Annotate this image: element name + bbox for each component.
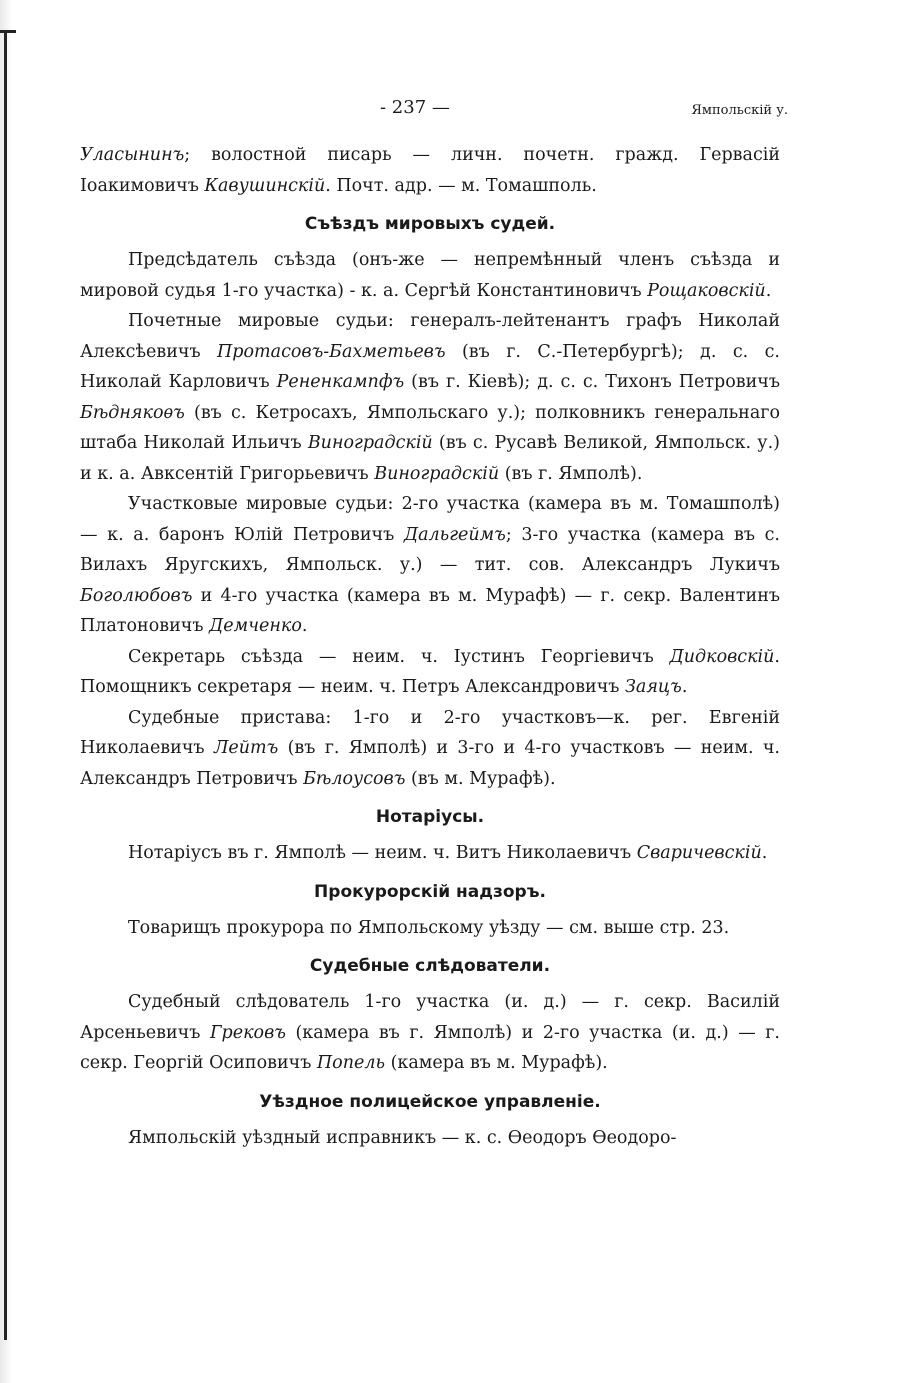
page-binding-edge: [0, 0, 12, 1383]
running-head: [80, 97, 788, 123]
text-run: (въ г. Ямполѣ) и 3-го и 4-го участковъ — неим. ч. Александръ Петровичъ: [80, 738, 780, 789]
surname: Бѣлоусовъ: [303, 768, 406, 789]
text-run: .: [301, 616, 308, 636]
surname: Боголюбовъ: [80, 585, 193, 606]
text-run: Почетные мировые судьи: генералъ-лейтенантъ графъ Николай Алексѣевичъ: [80, 311, 780, 362]
paragraph: [80, 642, 780, 703]
text-run: ; 3-го участка (камера въ с. Вилахъ Яругскихъ, Ямпольск. у.) — тит. сов. Александръ Лукичъ: [80, 524, 780, 575]
document-body: [80, 140, 780, 1153]
text-run: Товарищъ прокурора по Ямпольскому уѣзду — см. выше стр. 23.: [128, 917, 730, 938]
surname: Сваричевскій: [636, 843, 762, 863]
running-title: Ямпольскій у.: [691, 103, 788, 118]
text-run: Секретарь съѣзда — неим. ч. Іустинъ Георгіевичъ: [128, 646, 670, 667]
surname: Виноградскій: [307, 433, 433, 453]
section-heading: Судебные слѣдователи.: [309, 956, 551, 976]
surname: Дальгеймъ: [403, 524, 506, 545]
text-run: ; волостной писарь — личн. почетн. гражд. Гервасій Іоакимовичъ: [80, 145, 780, 196]
text-run: (камера въ г. Ямполѣ) и 2-го участка (и. д.) — г. секр. Георгій Осиповичъ: [80, 1022, 780, 1073]
text-run: (въ г. Ямполѣ).: [499, 463, 643, 484]
text-run: .: [761, 843, 768, 863]
surname: Рененкампфъ: [276, 372, 405, 392]
surname: Виноградскій: [374, 463, 500, 484]
paragraph: [80, 245, 780, 306]
text-run: . Помощникъ секретаря — неим. ч. Петръ Александровичъ: [80, 646, 780, 697]
text-run: (камера въ м. Мурафѣ).: [385, 1053, 608, 1073]
binding-tick: [0, 30, 16, 33]
surname: Заяцъ: [625, 677, 682, 697]
paragraph: [80, 703, 780, 795]
paragraph: [80, 913, 780, 944]
paragraph: [80, 140, 780, 201]
page-number: - 237 —: [380, 97, 450, 118]
section-heading: Нотаріусы.: [375, 807, 485, 827]
section-heading: Прокурорскій надзоръ.: [314, 881, 546, 902]
paragraph: [80, 306, 780, 489]
surname: Попель: [316, 1053, 386, 1073]
surname: Лейтъ: [213, 738, 279, 758]
text-run: Нотаріусъ въ г. Ямполѣ — неим. ч. Витъ Николаевичъ: [128, 843, 637, 863]
text-run: (въ г. Кіевѣ); д. с. с. Тихонъ Петровичъ: [404, 372, 780, 392]
text-run: Участковые мировые судьи: 2-го участка (камера въ м. Томашполѣ) — к. а. баронъ Юлій Петровичъ: [80, 494, 780, 545]
paragraph: [80, 1123, 780, 1154]
text-run: (въ с. Русавѣ Великой, Ямпольск. у.) и к. а. Авксентій Григорьевичъ: [80, 433, 780, 484]
surname: Дидковскій: [669, 646, 775, 667]
surname: Бѣднякоѳъ: [80, 402, 185, 423]
text-run: и 4-го участка (камера въ м. Мурафѣ) — г. секр. Валентинъ Платоновичъ: [80, 585, 780, 636]
surname: Грековъ: [209, 1022, 286, 1043]
surname: Рощаковскій: [647, 280, 766, 301]
text-run: (въ с. Кетросахъ, Ямпольскаго у.); полковникъ генеральнаго штаба Николай Ильичъ: [80, 402, 780, 453]
binding-rule: [4, 30, 7, 1340]
text-run: Судебный слѣдователь 1-го участка (и. д.) — г. секр. Василій Арсеньевичъ: [80, 992, 780, 1043]
text-run: Ямпольскій уѣздный исправникъ — к. с. Ѳеодоръ Ѳеодоро-: [128, 1127, 677, 1148]
surname: Кавушинскій: [204, 175, 326, 196]
text-run: . Почт. адр. — м. Томашполь.: [325, 175, 597, 196]
text-run: .: [765, 280, 772, 301]
text-run: (въ м. Мурафѣ).: [405, 768, 556, 789]
text-run: Судебные пристава: 1-го и 2-го участковъ—к. рег. Евгеній Николаевичъ: [80, 707, 780, 758]
surname: Протасовъ-Бахметьевъ: [217, 341, 446, 362]
surname: Уласынинъ: [80, 145, 185, 165]
text-run: (въ г. С.-Петербургѣ); д. с. с. Николай Карловичъ: [80, 341, 780, 392]
section-heading: Уѣздное полицейское управленіе.: [259, 1091, 601, 1112]
surname: Демченко: [209, 616, 302, 636]
paragraph: [80, 489, 780, 642]
paragraph: [80, 987, 780, 1079]
text-run: .: [681, 677, 688, 697]
section-heading: Съѣздъ мировыхъ судей.: [304, 214, 556, 234]
paragraph: [80, 838, 780, 869]
text-run: Предсѣдатель съѣзда (онъ-же — непремѣнный членъ съѣзда и мировой судья 1-го участка) - к. а. Сергѣй Константиновичъ: [80, 250, 780, 301]
